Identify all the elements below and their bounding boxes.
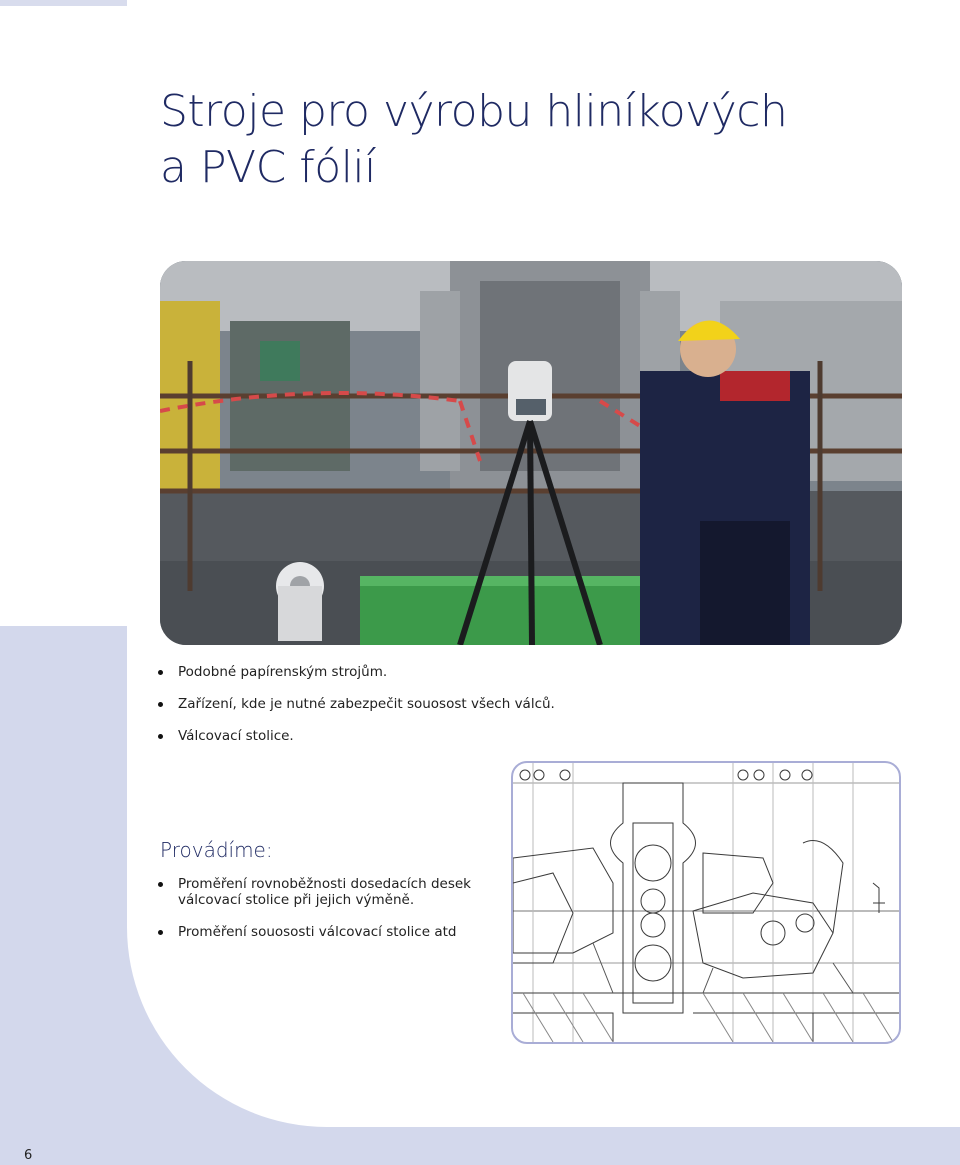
list-item: Podobné papírenským strojům. [156, 664, 555, 680]
service-line-1: Proměření souososti válcovací stolice atd [178, 924, 457, 940]
list-item: Válcovací stolice. [156, 728, 555, 744]
service-line-1: Proměření rovnoběžnosti dosedacích desek [178, 876, 471, 892]
title-line-2: a PVC fólií [160, 142, 376, 193]
title-line-1: Stroje pro výrobu hliníkových [160, 86, 788, 137]
factory-photo [160, 261, 902, 645]
factory-photo-illustration [160, 261, 902, 645]
page-title [160, 84, 787, 196]
services-list [156, 876, 471, 956]
section-heading: Provádíme: [160, 838, 273, 862]
list-item [156, 924, 471, 940]
page-number: 6 [24, 1148, 33, 1163]
rolling-mill-drawing [513, 763, 899, 1042]
list-item [156, 876, 471, 908]
service-line-2: válcovací stolice při jejich výměně. [178, 892, 415, 908]
technical-drawing [511, 761, 901, 1044]
list-item: Zařízení, kde je nutné zabezpečit souosost všech válců. [156, 696, 555, 712]
feature-list [156, 664, 555, 760]
